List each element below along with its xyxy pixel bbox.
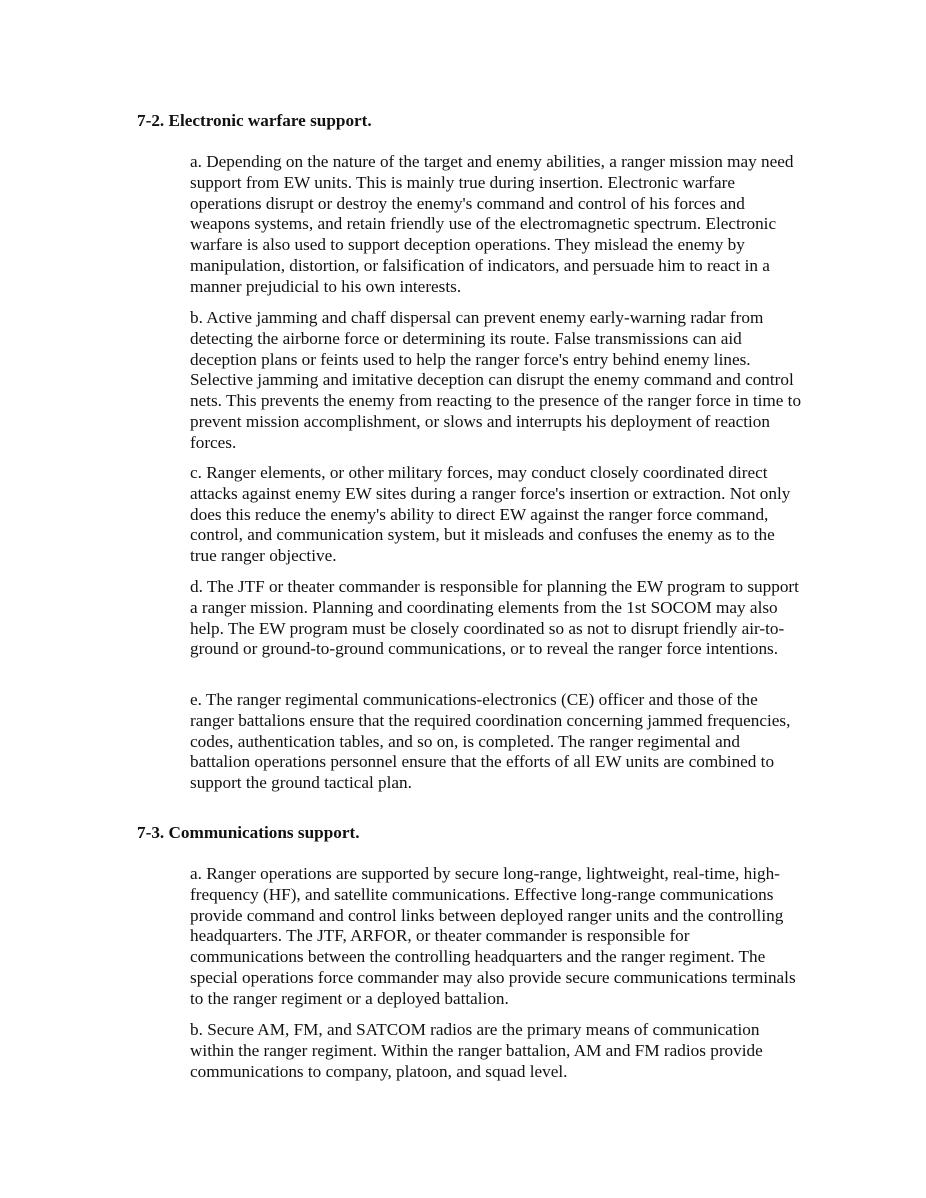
paragraph-7-2-e: e. The ranger regimental communications-electronics (CE) officer and those of the ranger battalions ensure that the required coordination concerning jammed frequencies, codes, authentication tables, and so on, is completed. The ranger regimental and battalion operations personnel ensure that the efforts of all EW units are combined to support the ground tactical plan. (190, 690, 791, 793)
paragraph-7-2-d: d. The JTF or theater commander is responsible for planning the EW program to support a ranger mission. Planning and coordinating elements from the 1st SOCOM may also help. The EW program must be closely coordinated so as not to disrupt friendly air-to-ground or ground-to-ground communications, or to reveal the ranger force intentions. (190, 577, 799, 659)
section-heading-communications-support: 7-3. Communications support. (137, 823, 360, 842)
paragraph-7-2-a: a. Depending on the nature of the target and enemy abilities, a ranger mission may need support from EW units. This is mainly true during insertion. Electronic warfare operations disrupt or destroy the enemy's command and control of his forces and weapons systems, and retain friendly use of the electromagnetic spectrum. Electronic warfare is also used to support deception operations. They mislead the enemy by manipulation, distortion, or falsification of indicators, and persuade him to react in a manner prejudicial to his own interests. (190, 152, 794, 296)
paragraph-7-2-b: b. Active jamming and chaff dispersal can prevent enemy early-warning radar from detecting the airborne force or determining its route. False transmissions can aid deception plans or feints used to help the ranger force's entry behind enemy lines. Selective jamming and imitative deception can disrupt the enemy command and control nets. This prevents the enemy from reacting to the presence of the ranger force in time to prevent mission accomplishment, or slows and interrupts his deployment of reaction forces. (190, 308, 802, 452)
section-heading-ew-support: 7-2. Electronic warfare support. (137, 111, 372, 130)
paragraph-7-3-b: b. Secure AM, FM, and SATCOM radios are the primary means of communication within the ranger regiment. Within the ranger battalion, AM and FM radios provide communications to company, platoon, and squad level. (190, 1020, 763, 1081)
paragraph-7-2-c: c. Ranger elements, or other military forces, may conduct closely coordinated direct attacks against enemy EW sites during a ranger force's insertion or extraction. Not only does this reduce the enemy's ability to direct EW against the ranger force command, control, and communication system, but it misleads and confuses the enemy as to the true ranger objective. (190, 463, 791, 566)
paragraph-7-3-a: a. Ranger operations are supported by secure long-range, lightweight, real-time, high-frequency (HF), and satellite communications. Effective long-range communications provide command and control links between deployed ranger units and the controlling headquarters. The JTF, ARFOR, or theater commander is responsible for communications between the controlling headquarters and the ranger regiment. The special operations force commander may also provide secure communications terminals to the ranger regiment or a deployed battalion. (190, 864, 796, 1008)
